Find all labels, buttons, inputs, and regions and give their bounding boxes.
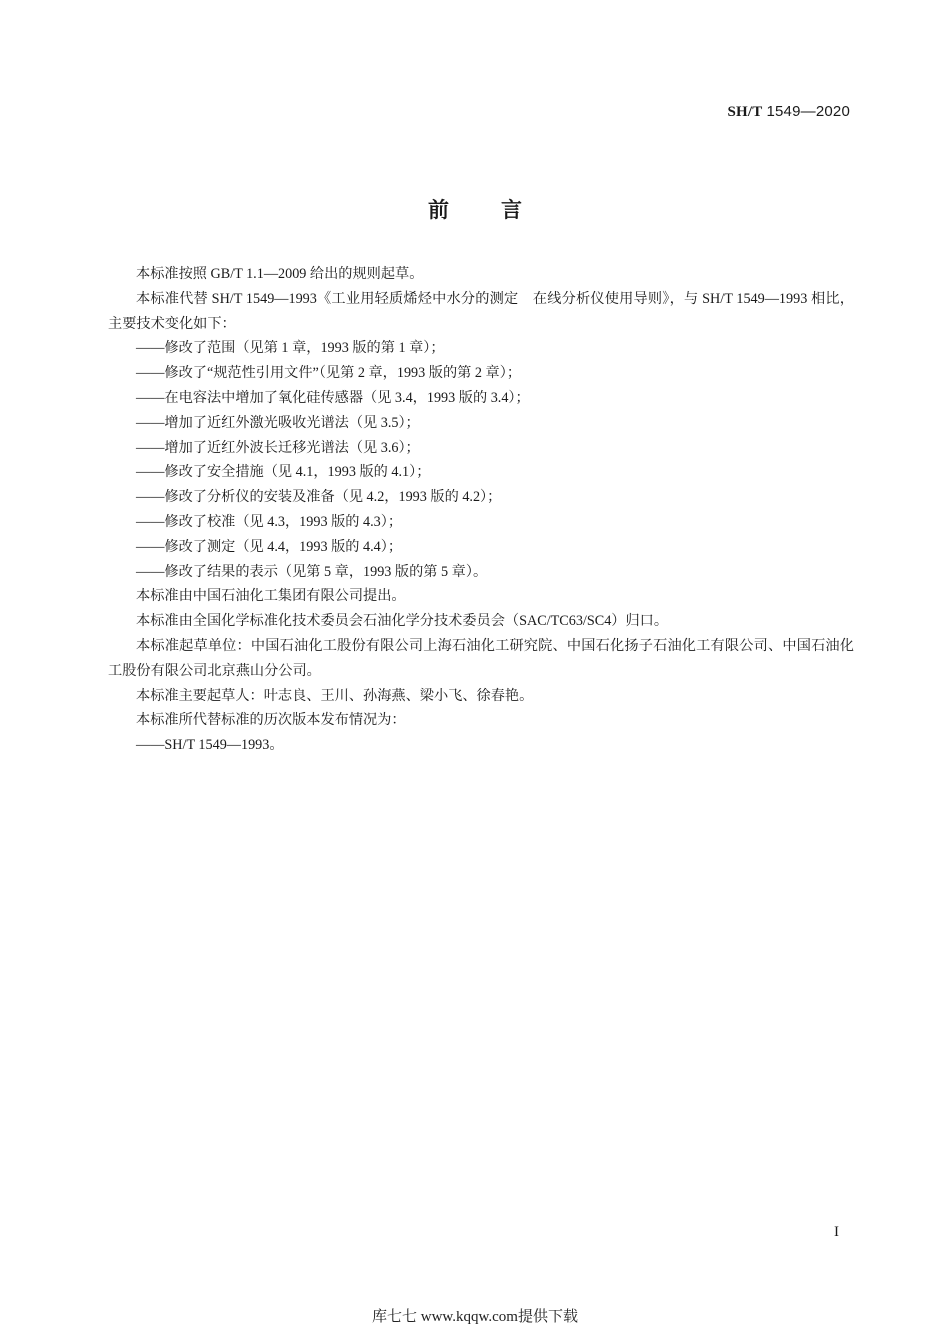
foreword-body: [108, 262, 854, 758]
title-char-1: 前: [428, 198, 449, 222]
change-item: ——修改了分析仪的安装及准备（见 4.2，1993 版的 4.2）；: [136, 489, 502, 506]
page-number: I: [834, 1224, 839, 1240]
standard-prefix: SH/T: [727, 104, 763, 120]
change-item: ——增加了近红外激光吸收光谱法（见 3.5）；: [136, 414, 420, 431]
drafters-paragraph: 本标准主要起草人：叶志良、王川、孙海燕、梁小飞、徐春艳。: [136, 687, 534, 704]
history-item: ——SH/T 1549—1993。: [136, 737, 284, 754]
page-title: [0, 194, 950, 224]
standard-code: [728, 103, 850, 121]
title-char-2: 言: [501, 198, 522, 222]
change-item: ——修改了安全措施（见 4.1，1993 版的 4.1）；: [136, 464, 431, 481]
drafting-rules-paragraph: 本标准按照 GB/T 1.1—2009 给出的规则起草。: [136, 266, 424, 282]
replacement-paragraph: 本标准代替 SH/T 1549—1993《工业用轻质烯烃中水分的测定 在线分析仪使用导则》，与 SH/T 1549—1993 相比，主要技术变化如下：: [108, 290, 854, 332]
drafting-units-paragraph: 本标准起草单位：中国石油化工股份有限公司上海石油化工研究院、中国石化扬子石油化工有限公司、中国石油化工股份有限公司北京燕山分公司。: [108, 637, 854, 679]
footer-watermark: 库七七 www.kqqw.com提供下载: [372, 1309, 578, 1325]
change-item: ——修改了“规范性引用文件”（见第 2 章，1993 版的第 2 章）；: [136, 365, 522, 382]
history-intro-paragraph: 本标准所代替标准的历次版本发布情况为：: [136, 712, 406, 729]
change-item: ——修改了校准（见 4.3，1993 版的 4.3）；: [136, 513, 403, 530]
standard-number: 1549—2020: [766, 103, 850, 120]
change-item: ——增加了近红外波长迁移光谱法（见 3.6）；: [136, 439, 420, 456]
change-item: ——修改了测定（见 4.4，1993 版的 4.4）；: [136, 538, 403, 555]
committee-paragraph: 本标准由全国化学标准化技术委员会石油化学分技术委员会（SAC/TC63/SC4）归口。: [136, 613, 669, 630]
change-item: ——修改了范围（见第 1 章，1993 版的第 1 章）；: [136, 340, 445, 357]
change-item: ——在电容法中增加了氧化硅传感器（见 3.4，1993 版的 3.4）；: [136, 389, 530, 406]
change-item: ——修改了结果的表示（见第 5 章，1993 版的第 5 章）。: [136, 563, 488, 580]
proposer-paragraph: 本标准由中国石油化工集团有限公司提出。: [136, 588, 406, 605]
